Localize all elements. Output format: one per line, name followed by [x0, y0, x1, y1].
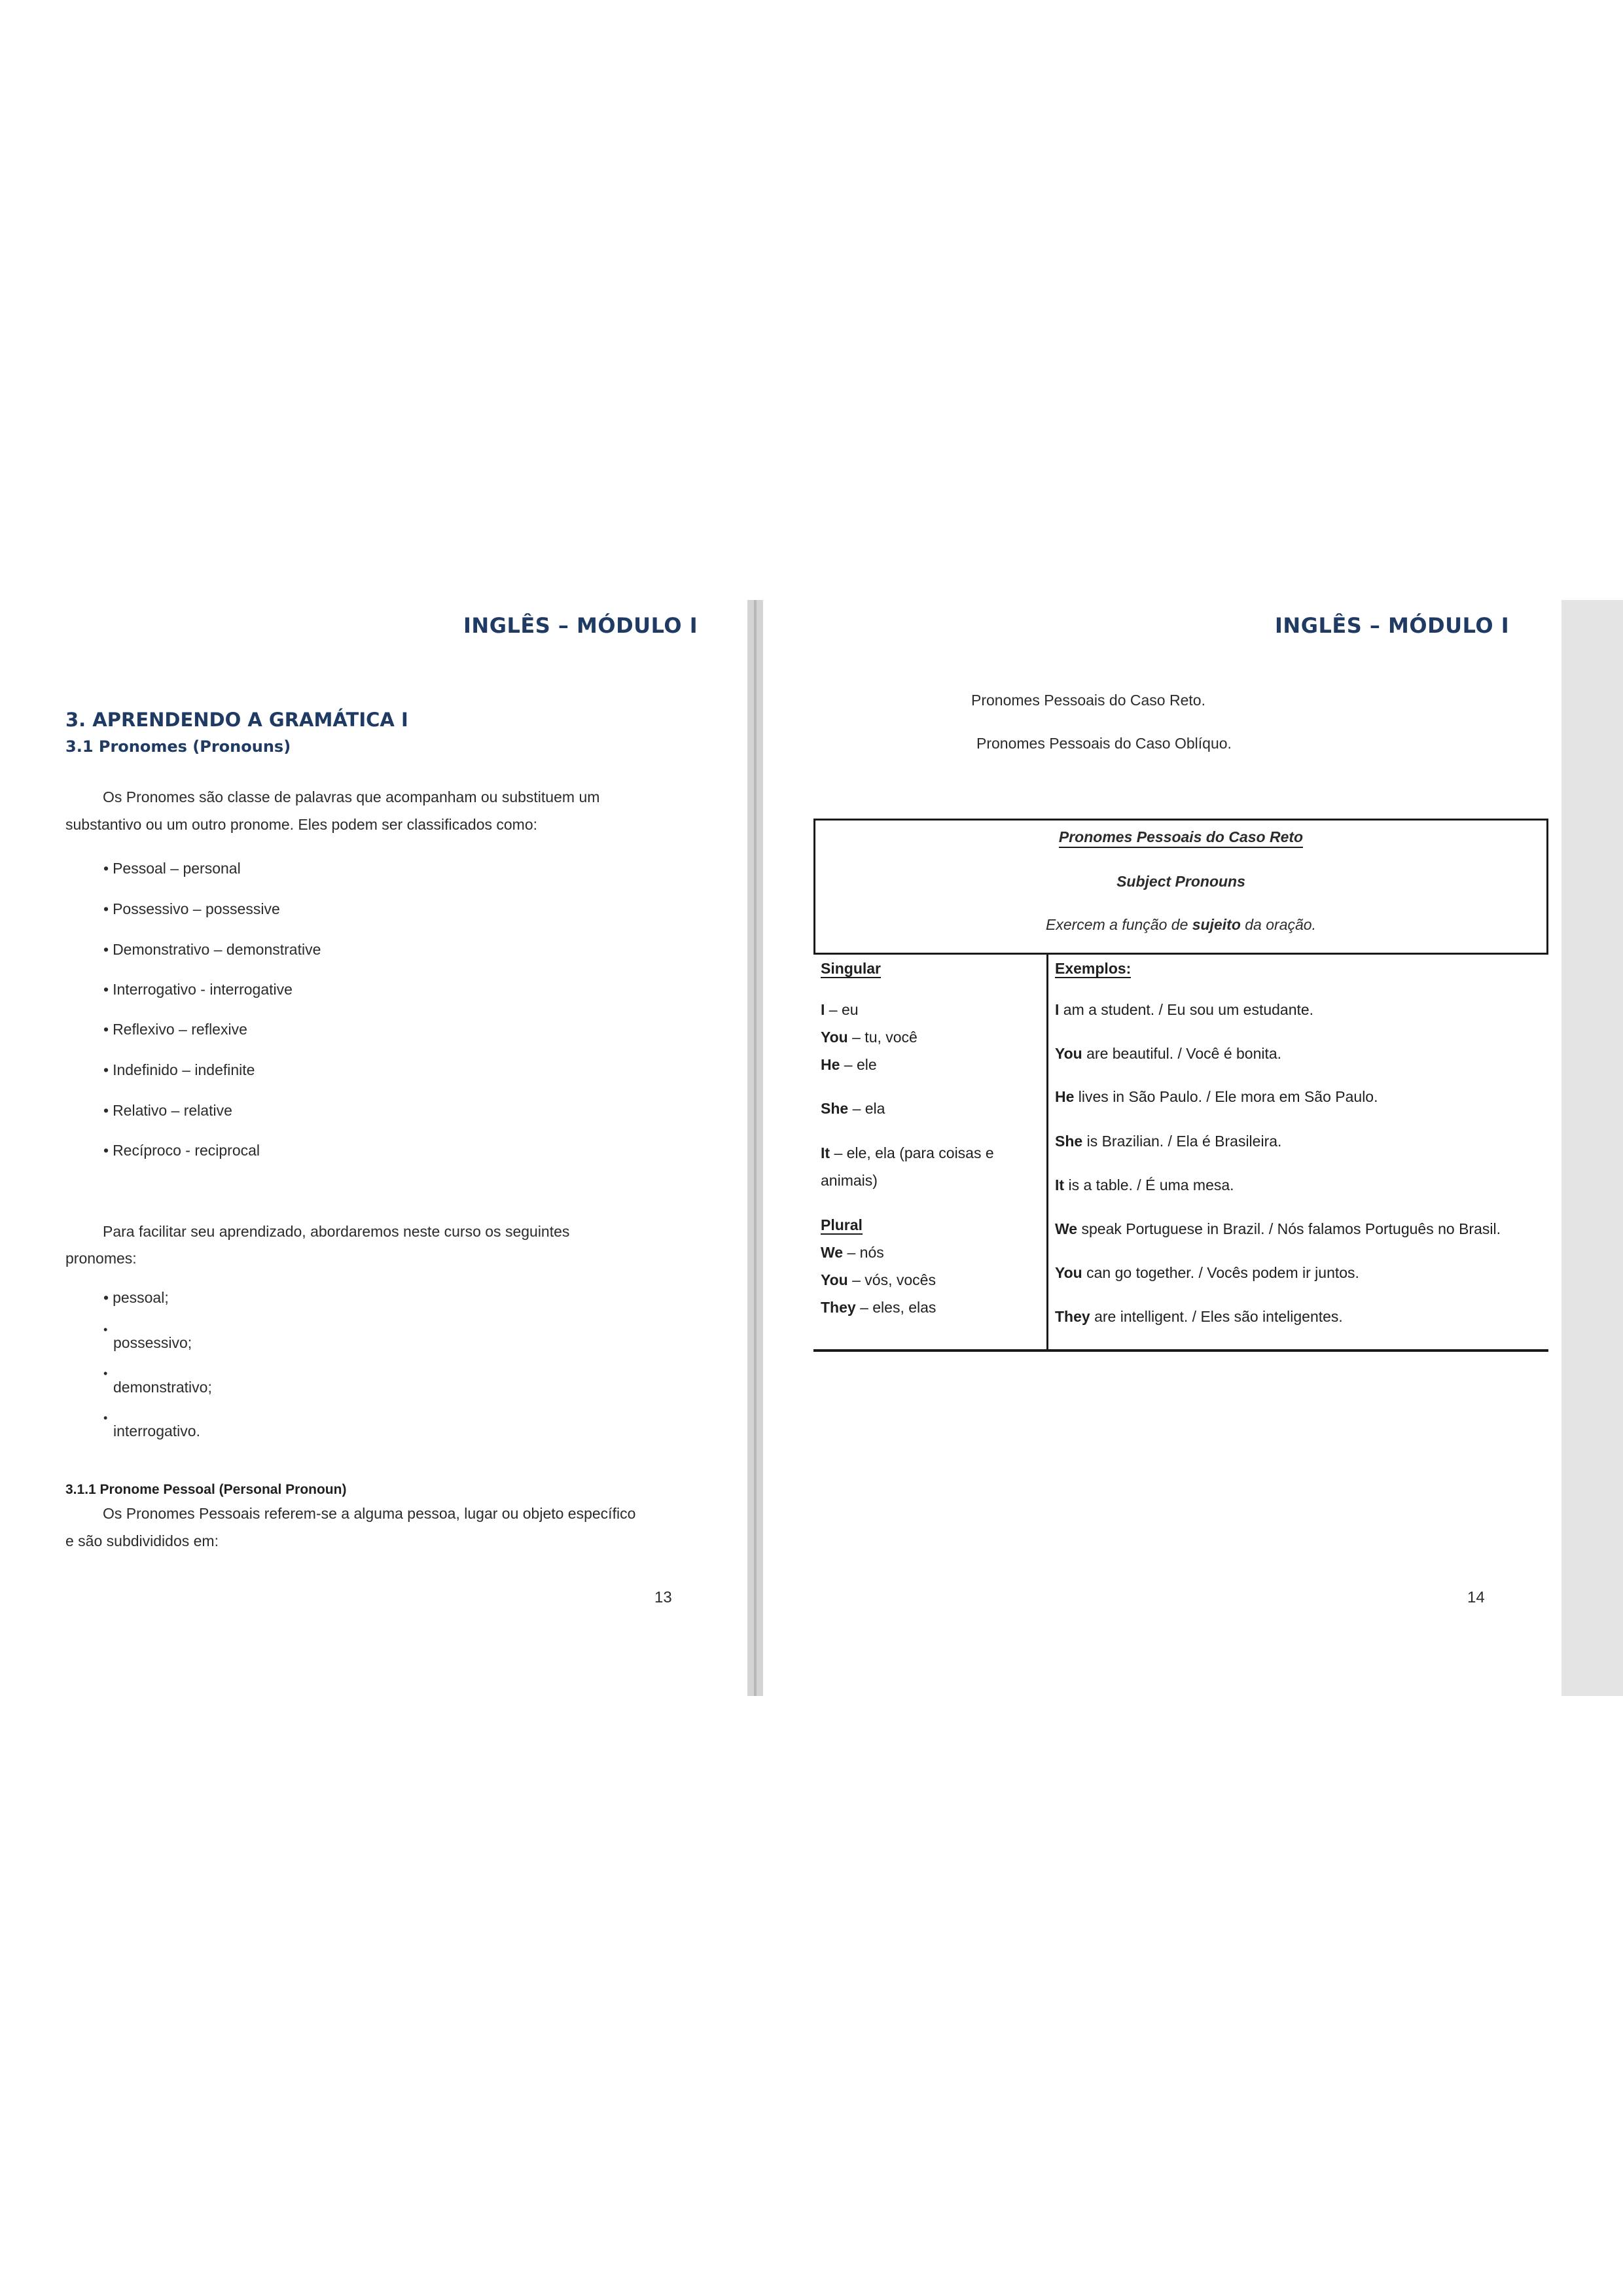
- personal-line-2: e são subdivididos em:: [65, 1532, 219, 1549]
- table-row: He – ele: [821, 1056, 877, 1073]
- example-row: I am a student. / Eu sou um estudante.: [1055, 1001, 1314, 1018]
- bullet-dot: •: [103, 1367, 108, 1380]
- list-item: • Possessivo – possessive: [103, 900, 280, 917]
- example-row: You can go together. / Vocês podem ir juntos.: [1055, 1264, 1359, 1281]
- table-title: Pronomes Pessoais do Caso Reto: [815, 828, 1546, 846]
- subsubsection-title: 3.1.1 Pronome Pessoal (Personal Pronoun): [65, 1482, 347, 1497]
- column-divider: [1046, 955, 1048, 1349]
- example-row: He lives in São Paulo. / Ele mora em São Paulo.: [1055, 1088, 1378, 1105]
- table-subtitle: Subject Pronouns: [1116, 873, 1245, 890]
- intro-line-1: Os Pronomes são classe de palavras que acompanham ou substituem um: [103, 788, 600, 805]
- viewer-background: [1561, 600, 1623, 1696]
- page-header: INGLÊS – MÓDULO I: [463, 613, 698, 638]
- table-title-box: [813, 819, 1548, 955]
- personal-line-1: Os Pronomes Pessoais referem-se a alguma pessoa, lugar ou objeto específico: [103, 1505, 636, 1522]
- section-title: 3. APRENDENDO A GRAMÁTICA I: [65, 709, 408, 731]
- plural-header: Plural: [821, 1216, 863, 1233]
- page-number: 14: [1467, 1589, 1485, 1606]
- table-row: She – ela: [821, 1100, 885, 1117]
- table-row: I – eu: [821, 1001, 859, 1018]
- list-item: possessivo;: [113, 1334, 192, 1351]
- page-14: [763, 600, 1561, 1696]
- table-row: You – tu, você: [821, 1029, 918, 1046]
- example-row: You are beautiful. / Você é bonita.: [1055, 1045, 1282, 1062]
- list-item: demonstrativo;: [113, 1379, 212, 1396]
- table-row: They – eles, elas: [821, 1299, 936, 1316]
- list-item: • Recíproco - reciprocal: [103, 1142, 260, 1159]
- table-row: animais): [821, 1172, 878, 1189]
- document-spread: [0, 600, 1623, 1696]
- intro-line-2: substantivo ou um outro pronome. Eles podem ser classificados como:: [65, 816, 538, 833]
- list-item: • Indefinido – indefinite: [103, 1061, 255, 1078]
- page-header: INGLÊS – MÓDULO I: [1275, 613, 1510, 638]
- subsection-title: 3.1 Pronomes (Pronouns): [65, 737, 291, 756]
- pronoun-table: [813, 953, 1548, 1352]
- page-gutter: [747, 600, 763, 1696]
- example-row: She is Brazilian. / Ela é Brasileira.: [1055, 1133, 1282, 1150]
- list-item: • Demonstrativo – demonstrative: [103, 941, 321, 958]
- course-line-2: pronomes:: [65, 1250, 137, 1267]
- example-row: We speak Portuguese in Brazil. / Nós falamos Português no Brasil.: [1055, 1220, 1501, 1237]
- list-item: • pessoal;: [103, 1289, 169, 1306]
- bullet-dot: •: [103, 1411, 108, 1424]
- subdivision-1: Pronomes Pessoais do Caso Reto.: [971, 692, 1205, 709]
- page-number: 13: [654, 1589, 672, 1606]
- examples-header: Exemplos:: [1055, 960, 1132, 977]
- page-13: [0, 600, 747, 1696]
- course-line-1: Para facilitar seu aprendizado, abordaremos neste curso os seguintes: [103, 1223, 570, 1240]
- list-item: • Relativo – relative: [103, 1102, 232, 1119]
- list-item: • Reflexivo – reflexive: [103, 1021, 247, 1038]
- list-item: • Interrogativo - interrogative: [103, 981, 293, 998]
- list-item: interrogativo.: [113, 1422, 200, 1439]
- table-row: It – ele, ela (para coisas e: [821, 1144, 994, 1161]
- list-item: • Pessoal – personal: [103, 860, 241, 877]
- example-row: It is a table. / É uma mesa.: [1055, 1176, 1234, 1193]
- bullet-dot: •: [103, 1323, 108, 1336]
- singular-header: Singular: [821, 960, 882, 977]
- table-row: You – vós, vocês: [821, 1271, 936, 1288]
- subdivision-2: Pronomes Pessoais do Caso Oblíquo.: [976, 735, 1232, 752]
- example-row: They are intelligent. / Eles são inteligentes.: [1055, 1308, 1343, 1325]
- table-note: Exercem a função de sujeito da oração.: [1046, 916, 1316, 933]
- table-row: We – nós: [821, 1244, 884, 1261]
